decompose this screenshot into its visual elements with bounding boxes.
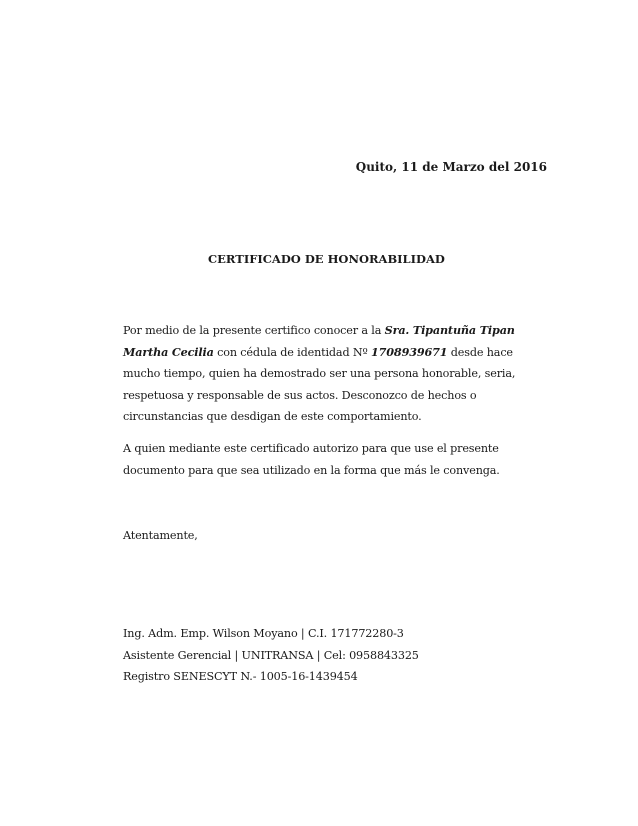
paragraph-line: respetuosa y responsable de sus actos. Desconozco de hechos o — [123, 388, 477, 402]
person-name-part1: Sra. Tipantuña Tipan — [384, 323, 515, 337]
signature-block — [123, 623, 543, 688]
closing-salutation: Atentamente, — [123, 529, 198, 542]
authorization-paragraph — [123, 438, 543, 481]
paragraph-line — [123, 320, 543, 342]
document-title: CERTIFICADO DE HONORABILIDAD — [208, 252, 445, 266]
signatory-registry-line: Registro SENESCYT N.- 1005-16-1439454 — [123, 670, 358, 683]
paragraph-line: circunstancias que desdigan de este comportamiento. — [123, 410, 422, 423]
person-name-part2: Martha Cecilia — [123, 344, 214, 359]
paragraph-line: documento para que sea utilizado en la forma que más le convenga. — [123, 463, 500, 477]
signatory-role-line: Asistente Gerencial | UNITRANSA | Cel: 0958843325 — [123, 648, 419, 662]
intro-text: Por medio de la presente certifico conocer a la — [123, 324, 385, 337]
certification-paragraph — [123, 320, 543, 428]
id-number: 1708939671 — [371, 344, 448, 359]
paragraph-line: mucho tiempo, quien ha demostrado ser una persona honorable, seria, — [123, 367, 516, 380]
id-label-text: con cédula de identidad Nº — [213, 345, 372, 359]
signatory-name-line: Ing. Adm. Emp. Wilson Moyano | C.I. 171772280-3 — [123, 627, 404, 640]
document-date: Quito, 11 de Marzo del 2016 — [355, 160, 547, 174]
paragraph-line — [123, 342, 543, 364]
after-id-text: desde hace — [447, 345, 513, 359]
paragraph-line: A quien mediante este certificado autorizo para que use el presente — [123, 442, 499, 455]
